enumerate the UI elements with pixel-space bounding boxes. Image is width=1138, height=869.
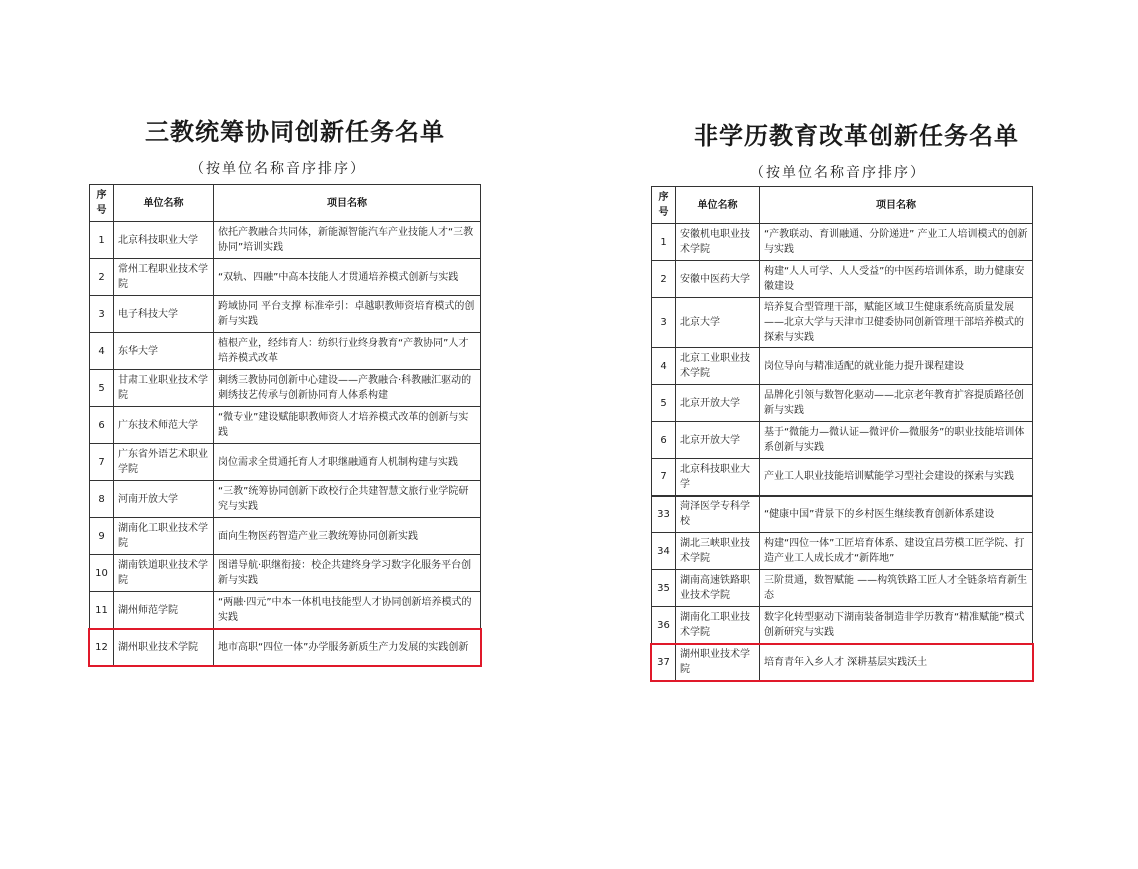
row-unit: 安徽中医药大学 [676,261,760,298]
table-row [90,555,481,592]
row-seq: 2 [90,259,114,296]
row-unit: 东华大学 [114,333,214,370]
row-unit: 广东省外语艺术职业学院 [114,444,214,481]
row-seq: 1 [90,222,114,259]
row-unit: 湖南化工职业技术学院 [676,607,760,644]
row-seq: 1 [652,224,676,261]
table-row [90,222,481,259]
row-project: 岗位需求全贯通托育人才职继融通育人机制构建与实践 [214,444,481,481]
row-seq: 5 [90,370,114,407]
row-unit: 电子科技大学 [114,296,214,333]
row-seq: 4 [90,333,114,370]
table-row [652,422,1033,459]
table-row [652,533,1033,570]
row-project: 产业工人职业技能培训赋能学习型社会建设的探索与实践 [760,459,1033,496]
row-unit: 湖北三峡职业技术学院 [676,533,760,570]
left-subtitle: （按单位名称音序排序） [190,161,366,177]
row-seq: 34 [652,533,676,570]
row-seq: 7 [90,444,114,481]
row-project: 刺绣三教协同创新中心建设——产教融合·科教融汇驱动的刺绣技艺传承与创新协同育人体系构建 [214,370,481,407]
row-unit: 广东技术师范大学 [114,407,214,444]
row-project: 跨域协同 平台支撑 标准牵引：卓越职教师资培育模式的创新与实践 [214,296,481,333]
row-unit: 安徽机电职业技术学院 [676,224,760,261]
table-row [90,259,481,296]
row-unit: 湖州师范学院 [114,592,214,629]
row-seq: 6 [90,407,114,444]
row-unit: 湖州职业技术学院 [114,629,214,666]
table-row [652,607,1033,644]
row-project: 地市高职“四位一体”办学服务新质生产力发展的实践创新 [214,629,481,666]
row-project: 基于“微能力—微认证—微评价—微服务”的职业技能培训体系创新与实践 [760,422,1033,459]
table-row-highlighted [90,629,481,666]
table-row [652,261,1033,298]
row-project: 岗位导向与精准适配的就业能力提升课程建设 [760,348,1033,385]
row-seq: 4 [652,348,676,385]
left-table [89,184,481,666]
table-row [652,224,1033,261]
row-seq: 3 [90,296,114,333]
row-project: 构建“人人可学、人人受益”的中医药培训体系，助力健康安徽建设 [760,261,1033,298]
row-project: 品牌化引领与数智化驱动——北京老年教育扩容提质路径创新与实践 [760,385,1033,422]
row-seq: 6 [652,422,676,459]
row-project: 培养复合型管理干部，赋能区域卫生健康系统高质量发展——北京大学与天津市卫健委协同创新管理干部培养模式的探索与实践 [760,298,1033,348]
row-seq: 36 [652,607,676,644]
left-title: 三教统筹协同创新任务名单 [145,117,445,146]
row-seq: 37 [652,644,676,681]
row-seq: 12 [90,629,114,666]
table-row [90,370,481,407]
row-seq: 10 [90,555,114,592]
row-unit: 北京科技职业大学 [676,459,760,496]
table-row [652,298,1033,348]
row-unit: 北京工业职业技术学院 [676,348,760,385]
header-seq: 序号 [652,187,676,224]
header-unit: 单位名称 [114,185,214,222]
header-unit: 单位名称 [676,187,760,224]
table-row [90,518,481,555]
row-unit: 湖南铁道职业技术学院 [114,555,214,592]
table-row [90,407,481,444]
table-row [652,570,1033,607]
row-unit: 湖南化工职业技术学院 [114,518,214,555]
row-project: 图谱导航·职继衔接：校企共建终身学习数字化服务平台创新与实践 [214,555,481,592]
row-unit: 北京科技职业大学 [114,222,214,259]
row-project: “三教”统筹协同创新下政校行企共建智慧文旅行业学院研究与实践 [214,481,481,518]
row-unit: 常州工程职业技术学院 [114,259,214,296]
row-unit: 北京开放大学 [676,422,760,459]
row-seq: 2 [652,261,676,298]
table-row [90,592,481,629]
right-subtitle: （按单位名称音序排序） [750,165,926,181]
table-row [90,444,481,481]
row-project: 依托产教融合共同体，新能源智能汽车产业技能人才“三教协同”培训实践 [214,222,481,259]
row-project: 三阶贯通，数智赋能 ——构筑铁路工匠人才全链条培育新生态 [760,570,1033,607]
table-row-highlighted [652,644,1033,681]
row-unit: 河南开放大学 [114,481,214,518]
table-row [652,459,1033,496]
right-title: 非学历教育改革创新任务名单 [694,121,1019,150]
row-project: “健康中国”背景下的乡村医生继续教育创新体系建设 [760,496,1033,533]
table-row [90,296,481,333]
right-table [651,186,1033,681]
row-seq: 7 [652,459,676,496]
table-row [652,348,1033,385]
header-seq: 序号 [90,185,114,222]
row-seq: 9 [90,518,114,555]
row-project: “微专业”建设赋能职教师资人才培养模式改革的创新与实践 [214,407,481,444]
row-seq: 8 [90,481,114,518]
row-project: 数字化转型驱动下湖南装备制造非学历教育“精准赋能”模式创新研究与实践 [760,607,1033,644]
row-seq: 5 [652,385,676,422]
header-project: 项目名称 [760,187,1033,224]
row-project: 植根产业，经纬育人：纺织行业终身教育“产教协同”人才培养模式改革 [214,333,481,370]
row-seq: 11 [90,592,114,629]
row-project: 构建“四位一体”工匠培育体系、建设宜昌劳模工匠学院、打造产业工人成长成才“新阵地” [760,533,1033,570]
row-project: 培育青年入乡人才 深耕基层实践沃土 [760,644,1033,681]
row-unit: 甘肃工业职业技术学院 [114,370,214,407]
row-project: “两融·四元”中本一体机电技能型人才协同创新培养模式的实践 [214,592,481,629]
table-row [90,333,481,370]
row-project: “双轨、四融”中高本技能人才贯通培养模式创新与实践 [214,259,481,296]
row-unit: 湖南高速铁路职业技术学院 [676,570,760,607]
row-seq: 35 [652,570,676,607]
header-project: 项目名称 [214,185,481,222]
row-project: 面向生物医药智造产业三教统筹协同创新实践 [214,518,481,555]
row-unit: 菏泽医学专科学校 [676,496,760,533]
table-row [652,385,1033,422]
row-unit: 湖州职业技术学院 [676,644,760,681]
table-row [90,481,481,518]
row-project: “产教联动、育训融通、分阶递进” 产业工人培训模式的创新与实践 [760,224,1033,261]
table-row [652,496,1033,533]
row-seq: 3 [652,298,676,348]
row-seq: 33 [652,496,676,533]
row-unit: 北京大学 [676,298,760,348]
row-unit: 北京开放大学 [676,385,760,422]
